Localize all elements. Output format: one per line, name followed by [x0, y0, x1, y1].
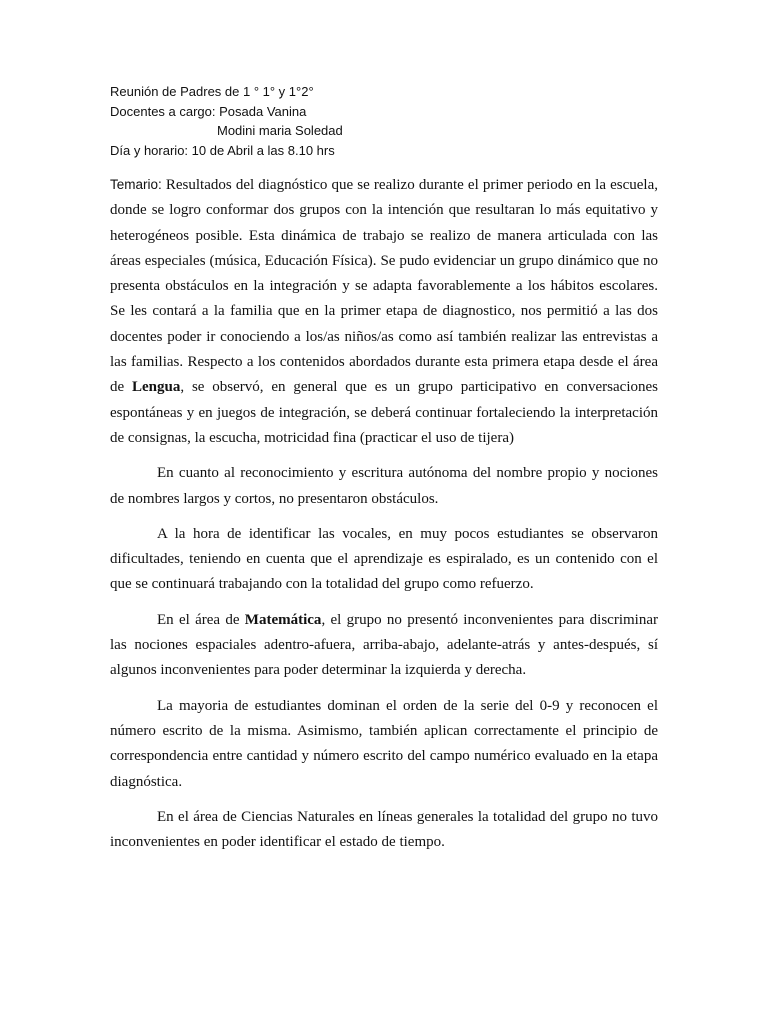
paragraph-vocales: A la hora de identificar las vocales, en muy pocos estudiantes se observaron dificultades, teniendo en cuenta que el aprendizaje es espiralado, es un contenido con el que se continuará trabajando con la totalidad del grupo como refuerzo.	[110, 525, 658, 593]
document-page	[110, 82, 658, 855]
lengua-bold: Lengua	[132, 379, 181, 396]
second-teacher-line: Modini maria Soledad	[217, 123, 343, 138]
document-header	[110, 82, 658, 160]
matematica-text-a: En el área de	[157, 611, 245, 628]
paragraph-nombre-propio: En cuanto al reconocimiento y escritura autónoma del nombre propio y nociones de nombres largos y cortos, no presentaron obstáculos.	[110, 465, 658, 507]
paragraph-serie-numerica: La mayoria de estudiantes dominan el orden de la serie del 0-9 y reconocen el número escrito de la misma. Asimismo, también aplican correctamente el principio de correspondencia entre cantidad y número escrito del campo numérico evaluado en la etapa diagnóstica.	[110, 697, 658, 790]
paragraph-ciencias-naturales: En el área de Ciencias Naturales en líneas generales la totalidad del grupo no tuvo inconvenientes en poder identificar el estado de tiempo.	[110, 808, 658, 851]
matematica-text-b: , el grupo no presentó inconvenientes para discriminar las nociones espaciales adentro-afuera, arriba-abajo, adelante-atrás y antes-después, sí algunos inconvenientes para poder determinar la izquierda y derecha.	[110, 611, 658, 679]
temario-label: Temario:	[110, 177, 162, 192]
paragraph-matematica	[110, 608, 658, 684]
temario-text-b: , se observó, en general que es un grupo participativo en conversaciones espontáneas y en juegos de integración, se deberá continuar fortaleciendo la interpretación de consignas, la escucha, motricidad fina (practicar el uso de tijera)	[110, 379, 658, 446]
temario-text-a: Resultados del diagnóstico que se realizo durante el primer periodo en la escuela, donde se logro conformar dos grupos con la intención que resultaran lo más equitativo y heterogéneos posible. Esta dinámica de trabajo se realizo de manera articulada con las áreas especiales (música, Educación Física). Se pudo evidenciar un grupo dinámico que no presenta obstáculos en la integración y se adapta favorablemente a los hábitos escolares. Se les contará a la familia que en la primer etapa de diagnostico, nos permitió a las dos docentes poder ir conociendo a los/as niños/as como así también realizar las entrevistas a las familias. Respecto a los contenidos abordados durante esta primera etapa desde el área de	[110, 177, 658, 396]
paragraph-temario	[110, 172, 658, 451]
date-time-line: Día y horario: 10 de Abril a las 8.10 hrs	[110, 142, 335, 158]
matematica-bold: Matemática	[244, 611, 322, 628]
teachers-line: Docentes a cargo: Posada Vanina	[110, 103, 307, 119]
meeting-title: Reunión de Padres de 1 ° 1° y 1°2°	[110, 84, 314, 99]
